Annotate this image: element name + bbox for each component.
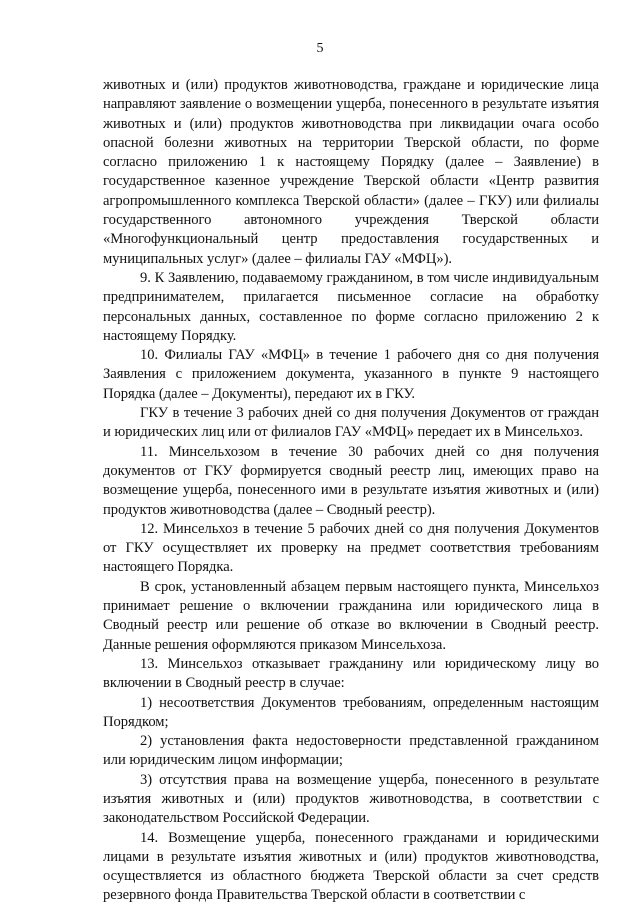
paragraph-item-11: 11. Минсельхозом в течение 30 рабочих дней со дня получения документов от ГКУ формируется сводный реестр лиц, имеющих право на возмещение ущерба, понесенного ими в результате изъятия животных и (или) продуктов животноводства (далее – Сводный реестр).: [103, 443, 599, 518]
paragraph-continuation: животных и (или) продуктов животноводства, граждане и юридические лица направляют заявление о возмещении ущерба, понесенного в результате изъятия животных и (или) продуктов животноводства при ликвидации очага особо опасной болезни животных на территории Тверской области, по форме согласно приложению 1 к настоящему Порядку (далее – Заявление) в государственное казенное учреждение Тверской области «Центр развития агропромышленного комплекса Тверской области» (далее – ГКУ) или филиалы государственного автономного учреждения Тверской области «Многофункциональный центр предоставления государственных и муниципальных услуг» (далее – филиалы ГАУ «МФЦ»).: [103, 77, 599, 267]
paragraph-item-10: 10. Филиалы ГАУ «МФЦ» в течение 1 рабочего дня со дня получения Заявления с приложением документа, указанного в пункте 9 настоящего Порядка (далее – Документы), передают их в ГКУ.: [103, 347, 599, 402]
page-number: 5: [316, 41, 324, 56]
paragraph-item-14: 14. Возмещение ущерба, понесенного гражданами и юридическими лицами в результате изъятия животных и (или) продуктов животноводства, осуществляется из областного бюджета Тверской области за счет средств резервного фонда Правительства Тверской области в соответствии с: [103, 829, 599, 904]
list-item-3: 3) отсутствия права на возмещение ущерба, понесенного в результате изъятия животных и (или) продуктов животноводства, в соответствии с законодательством Российской Федерации.: [103, 771, 599, 827]
list-item-2: 2) установления факта недостоверности представленной гражданином или юридическим лицом информации;: [103, 733, 599, 769]
document-body: [103, 76, 599, 906]
paragraph-item-13: 13. Минсельхоз отказывает гражданину или юридическому лицу во включении в Сводный реестр в случае:: [103, 655, 599, 692]
paragraph-decision: В срок, установленный абзацем первым настоящего пункта, Минсельхоз принимает решение о включении гражданина или юридического лица в Сводный реестр или решение об отказе во включении в Сводный реестр. Данные решения оформляются приказом Минсельхоза.: [103, 578, 599, 653]
paragraph-gku-transfer: ГКУ в течение 3 рабочих дней со дня получения Документов от граждан и юридических лиц или от филиалов ГАУ «МФЦ» передает их в Минсельхоз.: [103, 405, 599, 441]
list-item-1: 1) несоответствия Документов требованиям, определенным настоящим Порядком;: [103, 694, 599, 730]
paragraph-item-12: 12. Минсельхоз в течение 5 рабочих дней со дня получения Документов от ГКУ осуществляет их проверку на предмет соответствия требованиям настоящего Порядка.: [103, 520, 599, 576]
paragraph-item-9: 9. К Заявлению, подаваемому гражданином, в том числе индивидуальным предпринимателем, прилагается письменное согласие на обработку персональных данных, составленное по форме согласно приложению 2 к настоящему Порядку.: [103, 269, 599, 344]
